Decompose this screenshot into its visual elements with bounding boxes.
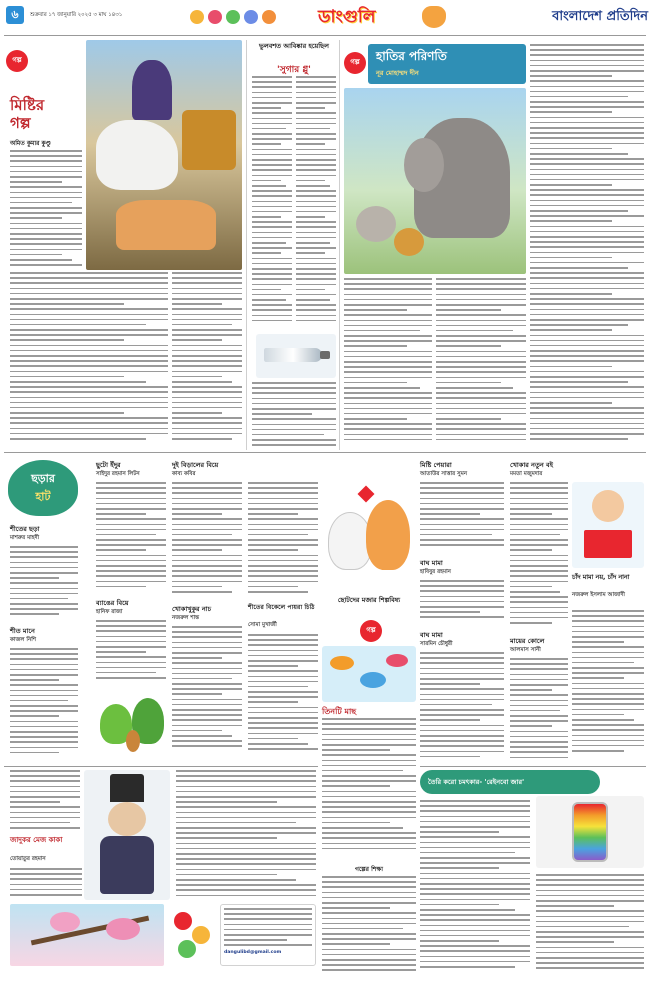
poem-body — [248, 482, 318, 600]
poem-title: মায়ের কোলে — [510, 637, 545, 645]
cherry-blossom-image — [10, 904, 164, 966]
poem-title: বাঘ মামা — [420, 559, 443, 567]
logo-line: হাট — [35, 490, 51, 503]
poem-author: সোমা মুখার্জী — [248, 622, 277, 628]
title-line: গল্প — [10, 114, 31, 132]
story-mishti-body — [10, 150, 82, 270]
frogs-illustration — [96, 686, 168, 758]
section-divider — [4, 452, 646, 453]
glue-tube-icon — [264, 348, 322, 362]
masthead-divider — [4, 35, 646, 36]
section-divider — [4, 766, 318, 767]
contact-box — [220, 904, 316, 966]
poem-body — [172, 482, 242, 600]
blossom-cluster — [50, 912, 80, 932]
poem-title: বাঘ মামা — [420, 631, 443, 639]
poem-body — [572, 610, 644, 760]
cartoon-face-icon — [208, 10, 222, 24]
fruit-icon — [174, 912, 192, 930]
lesson-title: গল্পের শিক্ষা — [355, 866, 383, 873]
cats-illustration — [322, 482, 416, 590]
poem-body — [96, 482, 166, 592]
story-mishti-body — [172, 272, 242, 448]
poem-author: হাবিবুর রহমান — [420, 569, 451, 575]
fish-icon — [360, 672, 386, 688]
poem-body — [420, 652, 504, 762]
blossom-cluster — [106, 918, 140, 940]
poem-author: কাব্য কবির — [172, 471, 196, 477]
poem-body — [172, 626, 242, 756]
cub-figure — [394, 228, 424, 256]
story-mishti-body — [10, 272, 168, 448]
poem-title: খোকার নতুন বই — [510, 461, 553, 469]
guitar-icon — [126, 730, 140, 752]
cat-icon — [366, 500, 410, 570]
fish-icon — [330, 656, 354, 670]
chariot — [182, 110, 236, 170]
story-mishti-title — [10, 96, 82, 132]
poem-title: খোকাখুকুর নাচ — [172, 605, 212, 613]
fish-body — [322, 718, 416, 858]
cartoon-face-icon — [226, 10, 240, 24]
boy-head — [592, 490, 624, 522]
poem-author: আলমাস সানী — [510, 647, 541, 653]
poem-author: হানিফ রাজা — [96, 609, 123, 615]
poem-title: ছুটো ইঁদুর — [96, 461, 121, 469]
rainbow-title-banner — [420, 770, 600, 794]
masthead-mascot — [422, 6, 446, 28]
magician-face — [108, 802, 146, 836]
jar-icon — [572, 802, 608, 862]
poem-body — [510, 482, 568, 632]
poem-body — [10, 648, 78, 760]
magician-illustration — [84, 770, 170, 900]
top-hat-icon — [110, 774, 144, 802]
date-line: শুক্রবার ১৭ জানুয়ারি ২০২৫ ৩ মাঘ ১৪৩১ — [30, 12, 123, 18]
story-mishti-author: অমিত কুমার কুণ্ডু — [10, 140, 51, 147]
poem-body — [420, 482, 504, 552]
poem-author: কাজল নিশি — [10, 637, 37, 643]
golpo-badge: গল্প — [360, 620, 382, 642]
elephant-body — [344, 278, 432, 448]
column-divider — [339, 40, 340, 450]
cartoon-face-icon — [190, 10, 204, 24]
sugar-body — [296, 76, 336, 332]
rainbow-jar-image — [536, 796, 644, 868]
heart-icon — [358, 486, 375, 503]
title-line: মিষ্টির — [10, 96, 45, 114]
column-divider — [246, 40, 247, 450]
poem-author: মমতা মজুমদার — [510, 471, 543, 477]
rainbow-body — [536, 874, 644, 976]
contact-email[interactable]: dangulibd@gmail.com — [224, 950, 282, 955]
white-horse — [96, 120, 178, 190]
sugar-kicker: ভুলবশত আবিষ্কার হয়েছিল — [259, 42, 329, 50]
poem-author: নজরুল শান্ত — [172, 615, 200, 621]
poem-author: আতাউর সাত্তার সুমন — [420, 471, 468, 477]
glue-cap-icon — [320, 351, 330, 359]
poem-author: সাইদুর রহমান লিটন — [96, 471, 140, 477]
fruit-characters-illustration — [170, 904, 218, 966]
story-mishti-image — [86, 40, 242, 270]
elephant-title: হাতির পরিণতি — [376, 49, 447, 63]
magician-body — [100, 836, 154, 894]
poem-title: শীতের বিকেলে পায়রা চিঠি — [248, 604, 315, 611]
masthead — [0, 0, 650, 34]
book-icon — [584, 530, 632, 558]
elephant-title-bar — [368, 44, 526, 84]
jadukar-body — [176, 770, 316, 900]
poem-title: শীত মানে — [10, 627, 35, 635]
king-figure — [132, 60, 172, 120]
fruit-icon — [192, 926, 210, 944]
contact-text — [224, 908, 312, 950]
golpo-badge: গল্প — [344, 52, 366, 74]
golpo-badge: গল্প — [6, 50, 28, 72]
cartoon-face-icon — [262, 10, 276, 24]
fish-title: তিনটি মাছ — [322, 707, 357, 716]
poem-title: দুই বিড়ালের বিয়ে — [172, 461, 219, 469]
masthead-ornaments — [190, 8, 310, 26]
jadukar-body — [10, 770, 80, 830]
paper-name: বাংলাদেশ প্রতিদিন — [552, 9, 648, 24]
elephant-ear — [404, 138, 444, 192]
section-divider — [420, 766, 646, 767]
fish-illustration — [322, 646, 416, 702]
poem-author: মাশরুর মাহদী — [10, 535, 40, 541]
poem-title: চাঁদ মামা নয়, চাঁদ নানা — [572, 574, 630, 581]
lesson-body — [322, 876, 416, 976]
poem-title: মিষ্টি পেয়ারা — [420, 461, 452, 469]
jadukar-title: জাদুকর মেজ কাকা — [10, 836, 63, 844]
sugar-body — [252, 382, 336, 448]
elephant-image — [344, 88, 526, 274]
poem-body — [96, 620, 166, 684]
logo-line: ছড়ার — [31, 472, 55, 485]
poem-body — [510, 658, 568, 762]
elephant-body — [436, 278, 526, 448]
glue-tube-image — [256, 334, 336, 378]
sugar-title: 'সুগার গ্লু' — [277, 65, 311, 75]
rainbow-title: তৈরি করো চমৎকার- 'রেইনবো জার' — [428, 778, 525, 786]
chhorar-hat-logo — [8, 460, 78, 516]
poem-title: শীতের ছড়া — [10, 525, 40, 533]
rainbow-body — [420, 800, 530, 976]
elephant-body — [530, 44, 644, 448]
jadukar-body — [10, 868, 82, 898]
poem-body — [10, 546, 78, 620]
elephant-author: নূর মোহাম্মদ দীন — [376, 69, 419, 77]
poem-title: ব্যাঙের বিয়ে — [96, 599, 129, 607]
page-number: ৬ — [6, 6, 24, 24]
poem-author: নজরুল ইসলাম আজাদী — [572, 592, 625, 598]
fruit-icon — [178, 940, 196, 958]
section-title: ডাংগুলি — [318, 7, 376, 27]
children-figures — [116, 200, 216, 250]
poem-body — [420, 580, 504, 624]
cartoon-face-icon — [244, 10, 258, 24]
poem-author: সারমিন চৌধুরী — [420, 641, 453, 647]
jadukar-author: তোয়াতুর রহমান — [10, 856, 46, 862]
fish-icon — [386, 654, 408, 667]
mouse-figure — [356, 206, 396, 242]
boy-reading-illustration — [572, 482, 644, 568]
sugar-body — [252, 76, 292, 332]
chhotoder-title: ছোটদের মজার শিল্পবিষ্য — [337, 596, 401, 604]
poem-body — [248, 634, 318, 756]
